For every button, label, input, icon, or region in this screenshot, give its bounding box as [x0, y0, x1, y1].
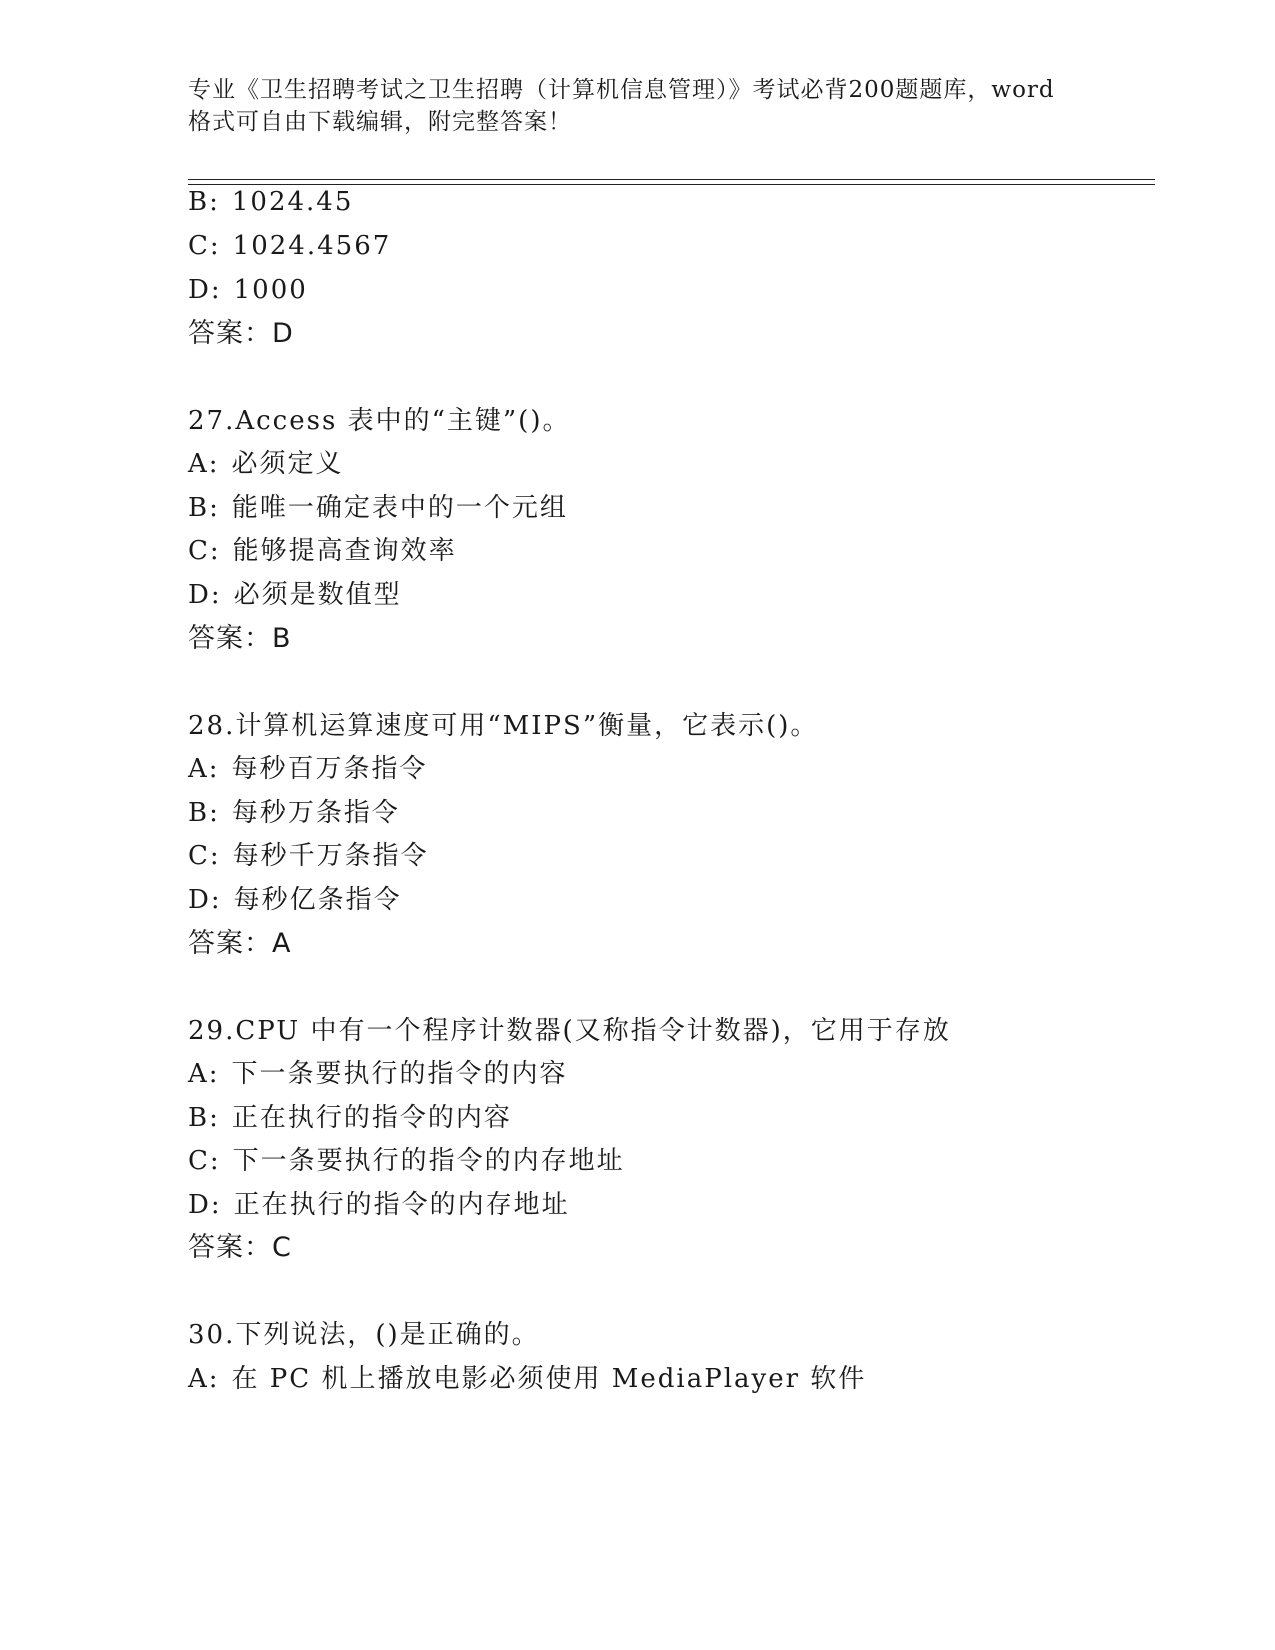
option-separator: :: [209, 1103, 220, 1133]
option-letter: D: [188, 275, 211, 305]
option-separator: :: [208, 1059, 220, 1089]
option-text: 1024.45: [231, 187, 354, 217]
option-text: 每秒千万条指令: [232, 841, 429, 871]
option-text: 能够提高查询效率: [232, 536, 457, 566]
option-letter: A: [188, 754, 209, 784]
option-text: 下一条要执行的指令的内存地址: [232, 1146, 625, 1176]
option-letter: A: [188, 1364, 209, 1394]
option-separator: :: [209, 187, 220, 217]
option-separator: :: [210, 885, 222, 915]
option-letter: B: [188, 798, 210, 828]
option-text: 下一条要执行的指令的内容: [231, 1059, 568, 1089]
option-text: 每秒万条指令: [231, 798, 400, 828]
option-text: 1000: [233, 275, 308, 305]
option-separator: :: [209, 231, 221, 261]
answer-line: 答案：B: [188, 623, 292, 654]
option-letter: D: [188, 885, 211, 915]
option-text: 每秒亿条指令: [233, 885, 402, 915]
option-line: [188, 534, 457, 568]
option-letter: C: [188, 1146, 210, 1176]
option-line: [188, 839, 429, 873]
option-letter: C: [188, 536, 210, 566]
option-letter: C: [188, 841, 210, 871]
option-letter: B: [188, 1103, 210, 1133]
option-text: 1024.4567: [232, 231, 392, 261]
answer-line: 答案：A: [188, 928, 292, 959]
option-separator: :: [208, 1364, 220, 1394]
option-separator: :: [208, 754, 220, 784]
option-separator: :: [209, 798, 220, 828]
answer-line: 答案：C: [188, 1232, 292, 1263]
option-letter: A: [188, 1059, 209, 1089]
header-line-2: 格式可自由下载编辑，附完整答案！: [188, 109, 572, 135]
option-line: [188, 1188, 570, 1222]
option-separator: :: [209, 536, 221, 566]
question-line: 28.计算机运算速度可用“MIPS”衡量，它表示()。: [188, 711, 819, 741]
option-text: 必须定义: [231, 449, 344, 479]
option-letter: C: [188, 231, 210, 261]
option-letter: D: [188, 1190, 211, 1220]
answer-line: 答案：D: [188, 318, 294, 349]
option-separator: :: [210, 275, 222, 305]
option-line: [188, 796, 400, 830]
option-text: 必须是数值型: [233, 580, 402, 610]
option-line: [188, 1362, 866, 1396]
option-line: [188, 1101, 512, 1135]
document-header: [188, 74, 1088, 138]
option-separator: :: [209, 841, 221, 871]
header-rule-top: [188, 179, 1155, 180]
option-letter: B: [188, 187, 210, 217]
option-separator: :: [210, 1190, 222, 1220]
option-letter: D: [188, 580, 211, 610]
option-line: [188, 229, 391, 263]
option-line: [188, 1144, 625, 1178]
option-separator: :: [209, 493, 220, 523]
option-line: [188, 1057, 568, 1091]
option-text: 每秒百万条指令: [231, 754, 428, 784]
option-line: [188, 185, 353, 219]
option-text: 能唯一确定表中的一个元组: [231, 493, 568, 523]
header-line-1: 专业《卫生招聘考试之卫生招聘（计算机信息管理）》考试必背200题题库，word: [188, 77, 1055, 103]
option-separator: :: [208, 449, 220, 479]
option-line: [188, 447, 344, 481]
option-letter: B: [188, 493, 210, 523]
option-text: 正在执行的指令的内存地址: [233, 1190, 570, 1220]
option-separator: :: [210, 580, 222, 610]
question-line: 27.Access 表中的“主键”()。: [188, 406, 571, 436]
option-letter: A: [188, 449, 209, 479]
option-line: [188, 578, 402, 612]
option-separator: :: [209, 1146, 221, 1176]
option-text: 正在执行的指令的内容: [231, 1103, 512, 1133]
option-line: [188, 273, 308, 307]
option-line: [188, 752, 428, 786]
option-line: [188, 491, 568, 525]
option-text: 在 PC 机上播放电影必须使用 MediaPlayer 软件: [231, 1364, 867, 1394]
question-line: 30.下列说法，()是正确的。: [188, 1320, 540, 1350]
question-line: 29.CPU 中有一个程序计数器(又称指令计数器)，它用于存放: [188, 1016, 951, 1046]
option-line: [188, 883, 402, 917]
